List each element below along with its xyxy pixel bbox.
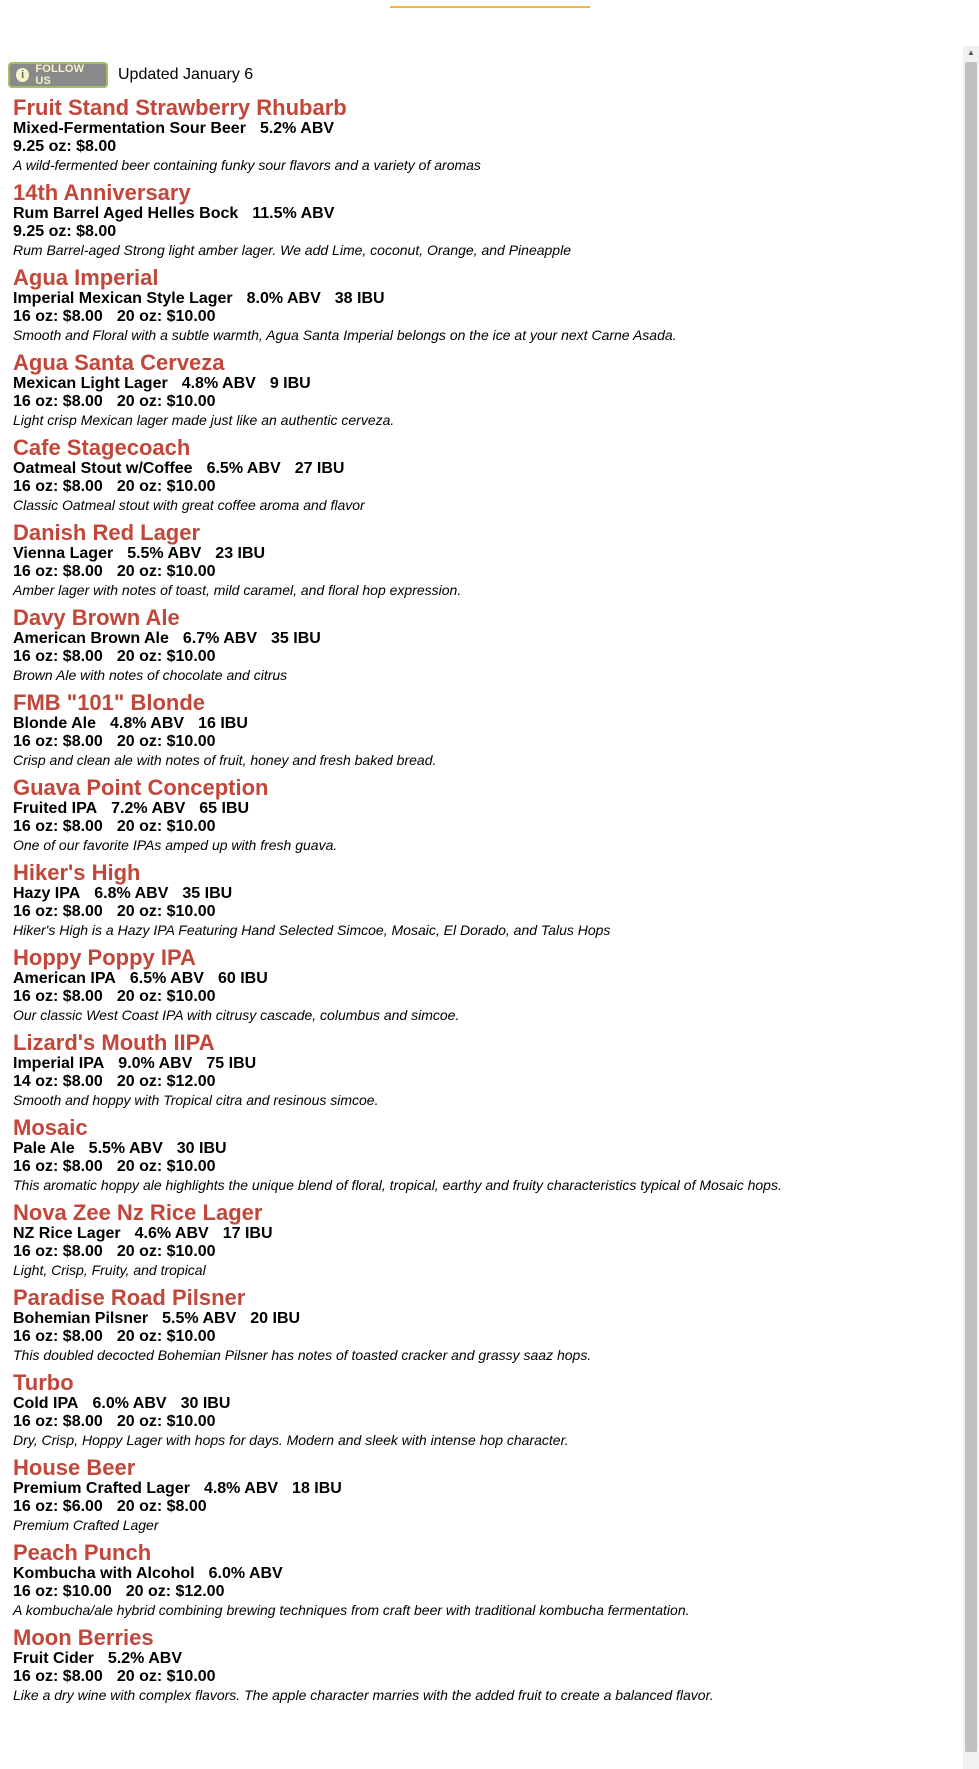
beer-price: 9.25 oz: $8.00 [13,138,117,155]
beer-description: Brown Ale with notes of chocolate and citrus [13,667,288,683]
beer-price: 20 oz: $12.00 [125,1583,225,1600]
beer-style: Imperial IPA [13,1055,105,1072]
beer-item [8,266,958,344]
beer-style-line [13,1395,958,1413]
beer-style: Kombucha with Alcohol [13,1565,195,1582]
beer-description: This aromatic hoppy ale highlights the unique blend of floral, tropical, earthy and fruity characteristics typical of Mosaic hops. [13,1177,782,1193]
beer-description: Smooth and Floral with a subtle warmth, Agua Santa Imperial belongs on the ice at your next Carne Asada. [13,327,677,343]
beer-price: 16 oz: $8.00 [13,1413,103,1430]
beer-ibu: 9 IBU [269,375,311,392]
beer-price: 20 oz: $10.00 [116,988,216,1005]
beer-style: Pale Ale [13,1140,75,1157]
beer-abv: 6.0% ABV [208,1565,283,1582]
updated-date: Updated January 6 [118,66,254,83]
beer-abv: 8.0% ABV [246,290,321,307]
beer-abv: 4.8% ABV [203,1480,279,1497]
beer-style-line [13,1565,958,1583]
beer-ibu: 17 IBU [222,1225,273,1242]
beer-style: Bohemian Pilsner [13,1310,149,1327]
beer-description: Classic Oatmeal stout with great coffee aroma and flavor [13,497,365,513]
beer-style-line [13,970,958,988]
beer-style-line [13,545,958,563]
beer-price: 20 oz: $10.00 [116,308,216,325]
beer-abv: 6.5% ABV [206,460,281,477]
beer-price: 14 oz: $8.00 [13,1073,103,1090]
beer-abv: 11.5% ABV [252,205,335,222]
beer-ibu: 60 IBU [217,970,268,987]
beer-name: Davy Brown Ale [13,605,180,630]
beer-item [8,946,958,1024]
beer-name: Guava Point Conception [13,775,269,800]
beer-list [8,96,958,1704]
beer-abv: 6.5% ABV [129,970,204,987]
beer-ibu: 35 IBU [182,885,233,902]
beer-item [8,1286,958,1364]
beer-style: Mexican Light Lager [13,375,168,392]
beer-abv: 6.0% ABV [92,1395,167,1412]
beer-style-line [13,630,958,648]
beer-item [8,96,958,174]
beer-ibu: 20 IBU [250,1310,301,1327]
beer-price-line [13,1073,958,1091]
beer-price: 16 oz: $8.00 [13,648,103,665]
beer-price-line [13,648,958,666]
beer-ibu: 23 IBU [215,545,266,562]
beer-name: Agua Santa Cerveza [13,350,225,375]
beer-item [8,691,958,769]
beer-price: 20 oz: $10.00 [116,903,216,920]
beer-style-line [13,1055,958,1073]
beer-style: American IPA [13,970,116,987]
beer-style: Imperial Mexican Style Lager [13,290,233,307]
beer-description: Like a dry wine with complex flavors. The apple character marries with the added fruit to create a balanced flavor. [13,1687,714,1703]
beer-style: Premium Crafted Lager [13,1480,190,1497]
beer-style-line [13,1480,958,1498]
beer-abv: 4.8% ABV [109,715,185,732]
beer-description: Amber lager with notes of toast, mild caramel, and floral hop expression. [13,582,462,598]
beer-item [8,861,958,939]
beer-item [8,1031,958,1109]
beer-price: 16 oz: $8.00 [13,393,103,410]
beer-price: 16 oz: $8.00 [13,308,103,325]
beer-price: 20 oz: $10.00 [116,818,216,835]
beer-price: 16 oz: $8.00 [13,903,103,920]
beer-ibu: 27 IBU [294,460,345,477]
beer-name: 14th Anniversary [13,180,191,205]
beer-style: Oatmeal Stout w/Coffee [13,460,193,477]
beer-ibu: 38 IBU [334,290,385,307]
beer-price-line [13,1243,958,1261]
beer-name: Mosaic [13,1115,88,1140]
scroll-thumb[interactable] [965,62,977,1752]
beer-style-line [13,120,958,138]
beer-ibu: 65 IBU [199,800,250,817]
beer-price: 20 oz: $10.00 [116,563,216,580]
beer-description: Light crisp Mexican lager made just like an authentic cerveza. [13,412,395,428]
beer-price: 20 oz: $10.00 [116,1668,216,1685]
beer-price-line [13,733,958,751]
beer-price-line [13,1328,958,1346]
beer-name: Hiker's High [13,860,141,885]
beer-abv: 5.5% ABV [88,1140,163,1157]
beer-price: 16 oz: $10.00 [13,1583,112,1600]
vertical-scrollbar[interactable] [963,46,979,1769]
beer-price-line [13,138,958,156]
beer-item [8,436,958,514]
beer-style: Fruited IPA [13,800,98,817]
beer-style: Cold IPA [13,1395,79,1412]
beer-abv: 5.5% ABV [127,545,202,562]
beer-item [8,1626,958,1704]
beer-description: One of our favorite IPAs amped up with fresh guava. [13,837,338,853]
beer-ibu: 30 IBU [180,1395,231,1412]
beer-price-line [13,563,958,581]
beer-price: 16 oz: $8.00 [13,563,103,580]
beer-ibu: 35 IBU [271,630,321,647]
beer-style: Hazy IPA [13,885,81,902]
beer-ibu: 16 IBU [198,715,248,732]
beer-price: 16 oz: $8.00 [13,1158,103,1175]
beer-style-line [13,885,958,903]
top-accent-rule [390,6,590,8]
beer-price-line [13,478,958,496]
beer-price: 16 oz: $8.00 [13,988,103,1005]
beer-name: Agua Imperial [13,265,159,290]
beer-item [8,1371,958,1449]
beer-price: 16 oz: $6.00 [13,1498,103,1515]
beer-style-line [13,1650,958,1668]
beer-price: 20 oz: $8.00 [116,1498,207,1515]
beer-style-line [13,375,958,393]
beer-style-line [13,205,958,223]
beer-price: 20 oz: $12.00 [116,1073,216,1090]
beer-abv: 4.6% ABV [134,1225,209,1242]
beer-price-line [13,393,958,411]
beer-abv: 6.7% ABV [182,630,257,647]
beer-name: Hoppy Poppy IPA [13,945,196,970]
beer-ibu: 75 IBU [206,1055,257,1072]
beer-price: 20 oz: $10.00 [116,1413,216,1430]
beer-price: 20 oz: $10.00 [116,478,216,495]
beer-abv: 5.2% ABV [107,1650,182,1667]
beer-item [8,1456,958,1534]
beer-name: Lizard's Mouth IIPA [13,1030,215,1055]
beer-price: 16 oz: $8.00 [13,818,103,835]
beer-name: Peach Punch [13,1540,152,1565]
beer-style: Mixed-Fermentation Sour Beer [13,120,246,137]
beer-price-line [13,818,958,836]
beer-name: FMB "101" Blonde [13,690,205,715]
beer-price: 20 oz: $10.00 [116,648,216,665]
follow-us-button[interactable] [8,62,108,88]
beer-name: Moon Berries [13,1625,154,1650]
beer-price: 16 oz: $8.00 [13,1668,103,1685]
beer-style: Vienna Lager [13,545,114,562]
beer-style: Rum Barrel Aged Helles Bock [13,205,239,222]
beer-price-line [13,1583,958,1601]
beer-style: Blonde Ale [13,715,96,732]
beer-abv: 5.2% ABV [259,120,335,137]
beer-item [8,1116,958,1194]
beer-price: 20 oz: $10.00 [116,1328,216,1345]
beer-description: This doubled decocted Bohemian Pilsner has notes of toasted cracker and grassy saaz hops. [13,1347,592,1363]
beer-description: Smooth and hoppy with Tropical citra and resinous simcoe. [13,1092,379,1108]
scroll-up-arrow-icon[interactable]: ▲ [967,48,975,57]
beer-ibu: 18 IBU [292,1480,342,1497]
beer-style-line [13,1310,958,1328]
beer-ibu: 30 IBU [176,1140,227,1157]
beer-name: Paradise Road Pilsner [13,1285,246,1310]
beer-price-line [13,903,958,921]
beer-abv: 9.0% ABV [118,1055,193,1072]
beer-description: A wild-fermented beer containing funky sour flavors and a variety of aromas [13,157,481,173]
beer-item [8,1541,958,1619]
beer-abv: 5.5% ABV [162,1310,237,1327]
beer-price: 20 oz: $10.00 [116,393,216,410]
beer-price: 16 oz: $8.00 [13,1243,103,1260]
beer-description: Rum Barrel-aged Strong light amber lager. We add Lime, coconut, Orange, and Pineapple [13,242,571,258]
beer-style: NZ Rice Lager [13,1225,121,1242]
beer-style-line [13,460,958,478]
beer-price: 16 oz: $8.00 [13,733,103,750]
beer-price: 20 oz: $10.00 [116,1243,216,1260]
beer-name: House Beer [13,1455,136,1480]
beer-item [8,181,958,259]
beer-price: 20 oz: $10.00 [116,1158,216,1175]
follow-us-label: FOLLOW US [35,63,85,87]
beer-style-line [13,290,958,308]
beer-price-line [13,988,958,1006]
beer-price: 16 oz: $8.00 [13,478,103,495]
beer-item [8,351,958,429]
beer-item [8,521,958,599]
beer-name: Fruit Stand Strawberry Rhubarb [13,95,347,120]
beer-name: Danish Red Lager [13,520,201,545]
beer-description: Dry, Crisp, Hoppy Lager with hops for days. Modern and sleek with intense hop character. [13,1432,569,1448]
beer-style-line [13,715,958,733]
beer-abv: 4.8% ABV [181,375,256,392]
beer-description: A kombucha/ale hybrid combining brewing techniques from craft beer with traditional kombucha fermentation. [13,1602,690,1618]
beer-price-line [13,1498,958,1516]
beer-description: Light, Crisp, Fruity, and tropical [13,1262,206,1278]
beer-abv: 6.8% ABV [94,885,169,902]
beer-name: Turbo [13,1370,74,1395]
beer-price-line [13,223,958,241]
tap-list [8,58,958,1711]
beer-description: Premium Crafted Lager [13,1517,159,1533]
beer-price-line [13,308,958,326]
beer-price: 20 oz: $10.00 [116,733,216,750]
beer-style: American Brown Ale [13,630,169,647]
beer-price-line [13,1668,958,1686]
beer-item [8,776,958,854]
info-icon: i [16,68,29,82]
beer-style-line [13,1225,958,1243]
beer-item [8,606,958,684]
beer-description: Hiker's High is a Hazy IPA Featuring Hand Selected Simcoe, Mosaic, El Dorado, and Talus Hops [13,922,611,938]
beer-price: 9.25 oz: $8.00 [13,223,117,240]
beer-price-line [13,1158,958,1176]
beer-name: Nova Zee Nz Rice Lager [13,1200,263,1225]
beer-abv: 7.2% ABV [111,800,186,817]
beer-item [8,1201,958,1279]
beer-description: Our classic West Coast IPA with citrusy cascade, columbus and simcoe. [13,1007,460,1023]
beer-style-line [13,800,958,818]
beer-style: Fruit Cider [13,1650,94,1667]
beer-price-line [13,1413,958,1431]
beer-description: Crisp and clean ale with notes of fruit, honey and fresh baked bread. [13,752,437,768]
menu-header [8,58,958,92]
beer-style-line [13,1140,958,1158]
beer-name: Cafe Stagecoach [13,435,191,460]
beer-price: 16 oz: $8.00 [13,1328,103,1345]
